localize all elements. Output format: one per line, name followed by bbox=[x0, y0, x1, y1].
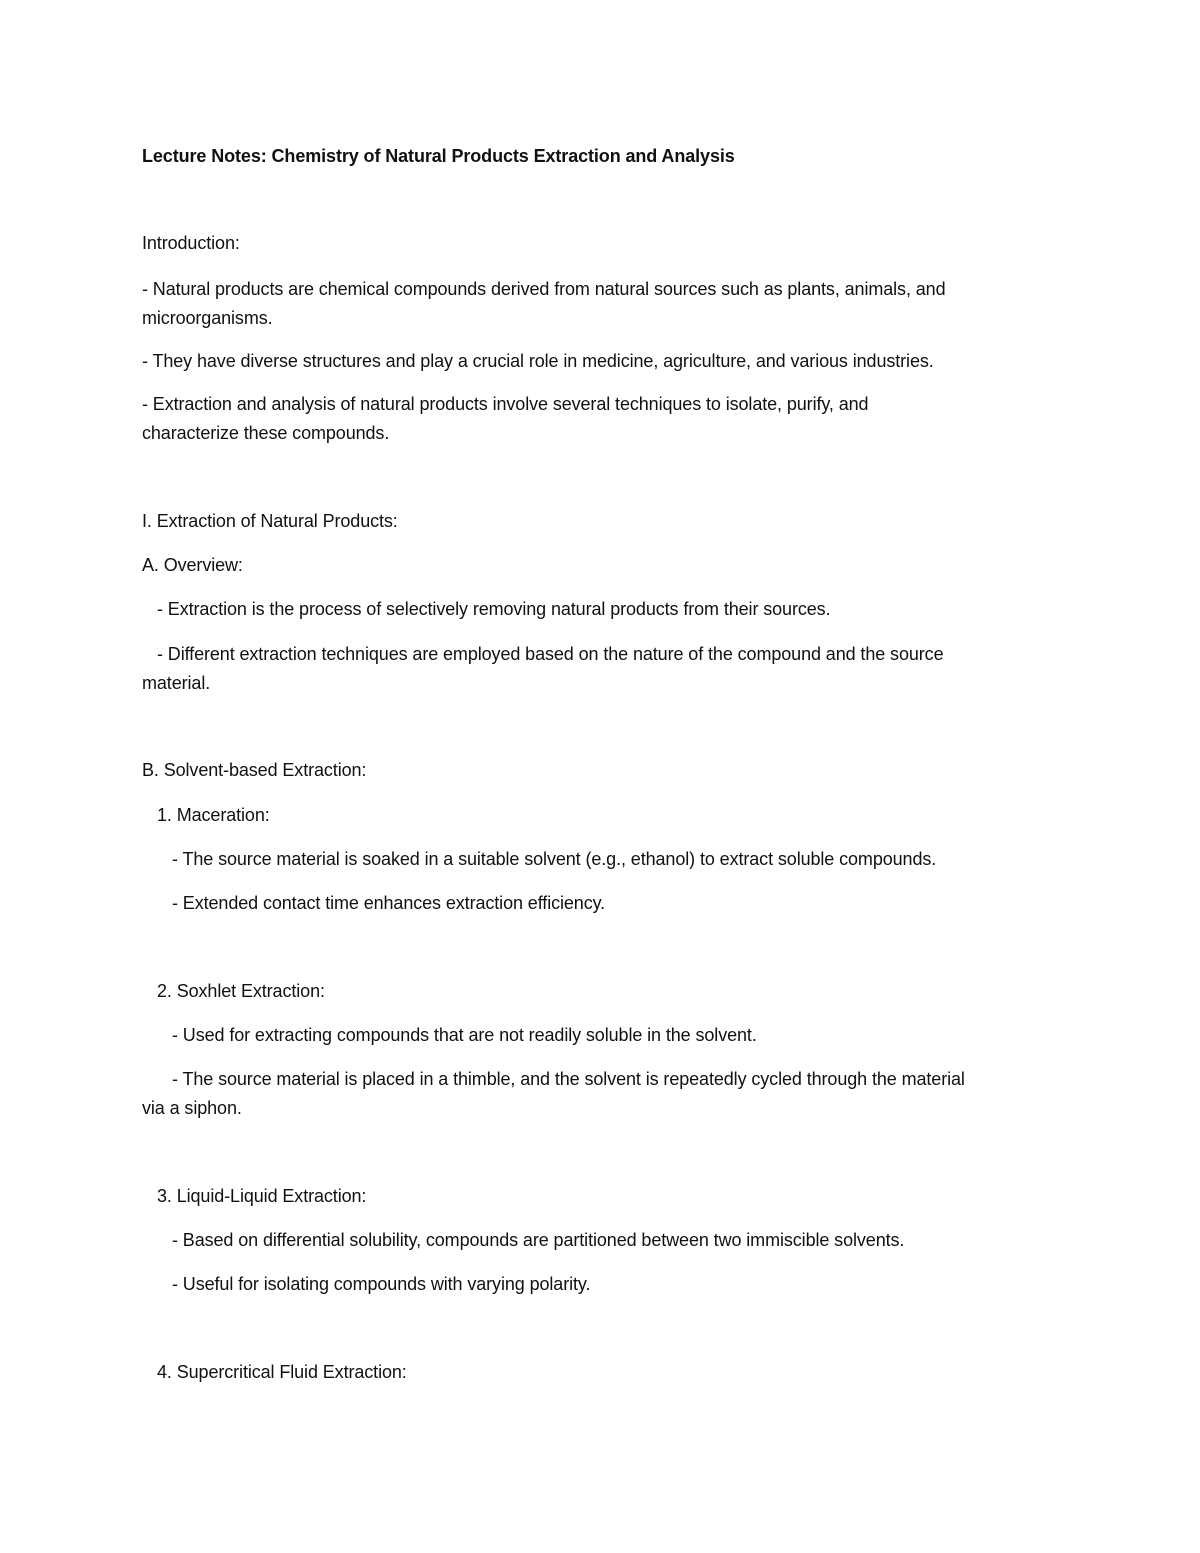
soxhlet-point-1: - Used for extracting compounds that are not readily soluble in the solvent. bbox=[172, 1025, 757, 1045]
liquid-liquid-point-2: - Useful for isolating compounds with varying polarity. bbox=[172, 1274, 591, 1294]
intro-point-1-line-1: - Natural products are chemical compounds derived from natural sources such as plants, animals, and bbox=[142, 279, 946, 299]
soxhlet-heading: 2. Soxhlet Extraction: bbox=[157, 981, 325, 1001]
maceration-point-1: - The source material is soaked in a suitable solvent (e.g., ethanol) to extract soluble compounds. bbox=[172, 849, 937, 869]
overview-point-2-line-2: material. bbox=[142, 673, 211, 693]
intro-point-1-line-2: microorganisms. bbox=[142, 308, 273, 328]
introduction-heading: Introduction: bbox=[142, 233, 240, 253]
overview-point-1: - Extraction is the process of selectively removing natural products from their sources. bbox=[157, 599, 831, 619]
soxhlet-point-2-line-1: - The source material is placed in a thimble, and the solvent is repeatedly cycled through the material bbox=[172, 1069, 965, 1089]
liquid-liquid-heading: 3. Liquid-Liquid Extraction: bbox=[157, 1186, 367, 1206]
soxhlet-point-2-line-2: via a siphon. bbox=[142, 1098, 242, 1118]
solvent-extraction-heading: B. Solvent-based Extraction: bbox=[142, 760, 367, 780]
intro-point-3-line-1: - Extraction and analysis of natural products involve several techniques to isolate, purify, and bbox=[142, 394, 869, 414]
maceration-heading: 1. Maceration: bbox=[157, 805, 270, 825]
overview-point-2-line-1: - Different extraction techniques are employed based on the nature of the compound and the source bbox=[157, 644, 944, 664]
liquid-liquid-point-1: - Based on differential solubility, compounds are partitioned between two immiscible solvents. bbox=[172, 1230, 905, 1250]
section-1-heading: I. Extraction of Natural Products: bbox=[142, 511, 398, 531]
supercritical-heading: 4. Supercritical Fluid Extraction: bbox=[157, 1362, 407, 1382]
overview-heading: A. Overview: bbox=[142, 555, 243, 575]
document-title: Lecture Notes: Chemistry of Natural Products Extraction and Analysis bbox=[142, 146, 735, 166]
maceration-point-2: - Extended contact time enhances extraction efficiency. bbox=[172, 893, 606, 913]
intro-point-3-line-2: characterize these compounds. bbox=[142, 423, 390, 443]
intro-point-2: - They have diverse structures and play a crucial role in medicine, agriculture, and various industries. bbox=[142, 351, 934, 371]
